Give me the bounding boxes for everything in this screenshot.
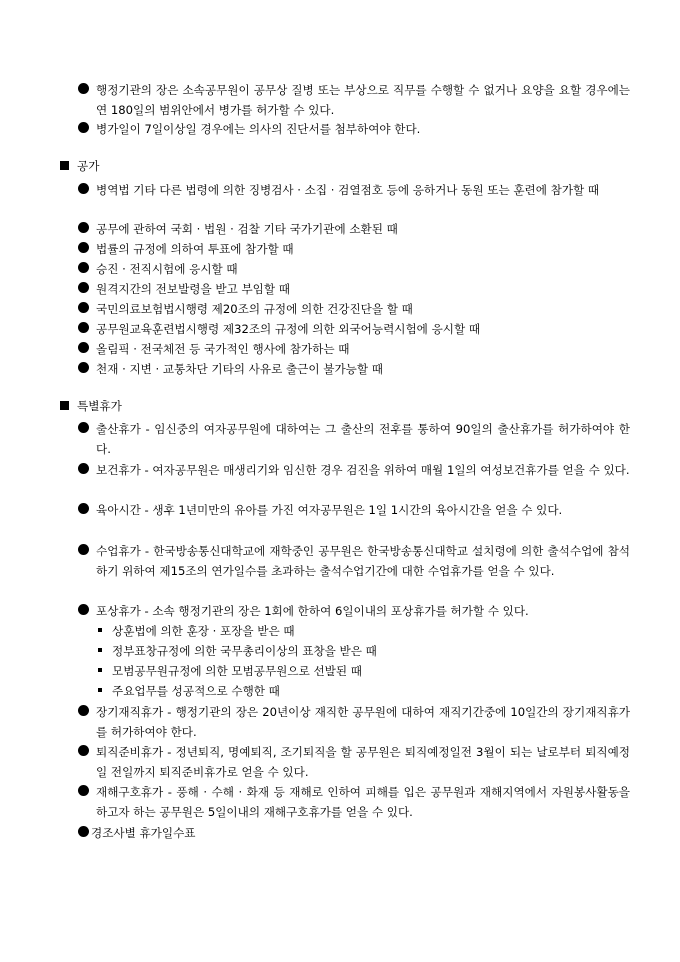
bullet-icon	[78, 362, 89, 373]
item-text: 재해구호휴가 - 풍해 · 수해 · 화재 등 재해로 인하여 피해를 입은 공무원과 재해지역에서 자원봉사활동을 하고자 하는 공무원은 5일이내의 재해구호휴가를 얻을 수 있다.	[96, 785, 630, 819]
item-text: 행정기관의 장은 소속공무원이 공무상 질병 또는 부상으로 직무를 수행할 수 없거나 요양을 요할 경우에는 연 180일의 범위안에서 병가를 허가할 수 있다.	[96, 83, 630, 117]
bullet-icon	[78, 604, 89, 615]
bullet-icon	[78, 463, 89, 474]
small-square-icon	[98, 688, 102, 692]
bullet-icon	[78, 785, 89, 796]
item-text: 법률의 규정에 의하여 투표에 참가할 때	[96, 242, 294, 256]
bullet-icon	[78, 83, 89, 94]
list-item	[78, 119, 630, 139]
item-text: 공무에 관하여 국회 · 법원 · 검찰 기타 국가기관에 소환된 때	[96, 222, 398, 236]
item-text: 출산휴가 - 임신중의 여자공무원에 대하여는 그 출산의 전후를 통하여 90일의 출산휴가를 허가하여야 한다.	[96, 422, 630, 456]
bullet-icon	[78, 222, 89, 233]
item-text: 장기재직휴가 - 행정기관의 장은 20년이상 재직한 공무원에 대하여 재직기간중에 10일간의 장기재직휴가를 허가하여야 한다.	[96, 705, 630, 739]
bullet-icon	[78, 322, 89, 333]
bullet-icon	[78, 302, 89, 313]
list-item	[78, 339, 630, 359]
small-square-icon	[98, 628, 102, 632]
item-text: 병역법 기타 다른 법령에 의한 징병검사 · 소집 · 검열점호 등에 응하거나 동원 또는 훈련에 참가할 때	[96, 183, 600, 197]
sub-list-item	[98, 621, 618, 641]
bullet-icon	[78, 242, 89, 253]
sub-item-text: 주요업무를 성공적으로 수행한 때	[112, 684, 280, 698]
item-text: 천재 · 지변 · 교통차단 기타의 사유로 출근이 불가능할 때	[96, 362, 383, 376]
sub-list-item	[98, 641, 618, 661]
bullet-icon	[78, 282, 89, 293]
item-text: 보건휴가 - 여자공무원은 매생리기와 임신한 경우 검진을 위하여 매월 1일의 여성보건휴가를 얻을 수 있다.	[96, 463, 630, 477]
list-item	[78, 259, 630, 279]
item-text: 승진 · 전직시험에 응시할 때	[96, 262, 238, 276]
section-title-text: 공가	[77, 159, 100, 173]
bullet-icon	[78, 342, 89, 353]
item-text: 육아시간 - 생후 1년미만의 유아를 가진 여자공무원은 1일 1시간의 육아시간을 얻을 수 있다.	[96, 503, 563, 517]
sub-item-text: 상훈법에 의한 훈장 · 포장을 받은 때	[112, 624, 295, 638]
list-item	[78, 742, 630, 782]
list-item	[78, 319, 630, 339]
bullet-icon	[78, 826, 89, 837]
item-text: 국민의료보험법시행령 제20조의 규정에 의한 건강진단을 할 때	[96, 302, 413, 316]
bullet-icon	[78, 745, 89, 756]
bullet-icon	[78, 262, 89, 273]
list-item-last	[78, 823, 630, 843]
section-title-text: 특별휴가	[77, 399, 122, 413]
section-title-special-leave	[60, 398, 122, 414]
small-square-icon	[98, 668, 102, 672]
bullet-icon	[78, 544, 89, 555]
bullet-icon	[78, 122, 89, 133]
bullet-icon	[78, 422, 89, 433]
sub-list-item	[98, 661, 618, 681]
list-item	[78, 419, 630, 459]
list-item	[78, 80, 630, 120]
list-item	[78, 460, 630, 480]
sub-item-text: 정부표창규정에 의한 국무총리이상의 표창을 받은 때	[112, 644, 377, 658]
item-text: 경조사별 휴가일수표	[91, 826, 196, 840]
item-text: 원격지간의 전보발령을 받고 부임할 때	[96, 282, 290, 296]
item-text: 퇴직준비휴가 - 정년퇴직, 명예퇴직, 조기퇴직을 할 공무원은 퇴직예정일전 3월이 되는 날로부터 퇴직예정일 전일까지 퇴직준비휴가로 얻을 수 있다.	[96, 745, 630, 779]
list-item	[78, 359, 630, 379]
list-item	[78, 239, 630, 259]
list-item	[78, 299, 630, 319]
list-item	[78, 541, 630, 581]
bullet-icon	[78, 705, 89, 716]
list-item	[78, 500, 630, 520]
square-bullet-icon	[60, 401, 69, 410]
list-item	[78, 279, 630, 299]
sub-item-text: 모범공무원규정에 의한 모범공무원으로 선발된 때	[112, 664, 362, 678]
small-square-icon	[98, 648, 102, 652]
list-item	[78, 601, 630, 621]
list-item	[78, 219, 630, 239]
item-text: 공무원교육훈련법시행령 제32조의 규정에 의한 외국어능력시험에 응시할 때	[96, 322, 481, 336]
list-item	[78, 180, 630, 200]
item-text: 수업휴가 - 한국방송통신대학교에 재학중인 공무원은 한국방송통신대학교 설치령에 의한 출석수업에 참석하기 위하여 제15조의 연가일수를 초과하는 출석수업기간에 대한 수업휴가를 얻을 수 있다.	[96, 544, 630, 578]
bullet-icon	[78, 183, 89, 194]
sub-list-item	[98, 681, 618, 701]
section-title-official-leave	[60, 158, 99, 174]
item-text: 병가일이 7일이상일 경우에는 의사의 진단서를 첨부하여야 한다.	[96, 122, 421, 136]
square-bullet-icon	[60, 161, 69, 170]
list-item	[78, 702, 630, 742]
item-text: 올림픽 · 전국체전 등 국가적인 행사에 참가하는 때	[96, 342, 350, 356]
list-item	[78, 782, 630, 822]
bullet-icon	[78, 503, 89, 514]
item-text: 포상휴가 - 소속 행정기관의 장은 1회에 한하여 6일이내의 포상휴가를 허가할 수 있다.	[96, 604, 529, 618]
